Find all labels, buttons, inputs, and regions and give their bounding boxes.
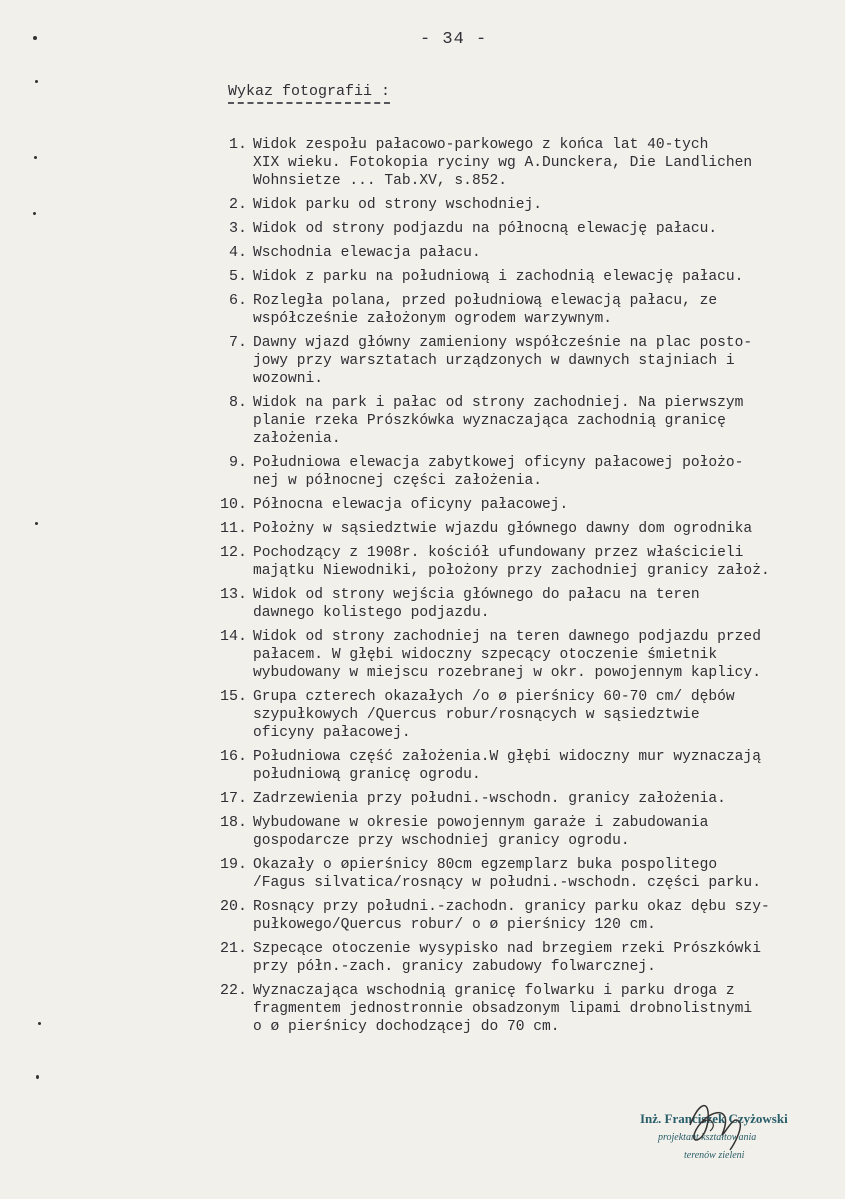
item-text xyxy=(253,268,837,286)
item-text xyxy=(253,334,837,388)
item-text xyxy=(253,394,837,448)
photo-list-item xyxy=(205,334,837,388)
item-text-line: Pochodzący z 1908r. kościół ufundowany przez właścicieli xyxy=(253,545,744,561)
photo-list-item xyxy=(205,982,837,1036)
item-text-line: Widok zespołu pałacowo-parkowego z końca lat 40-tych xyxy=(253,137,709,153)
margin-dot xyxy=(38,1022,41,1025)
photo-list-item xyxy=(205,940,837,976)
photo-list-item xyxy=(205,244,837,262)
item-text xyxy=(253,586,837,622)
item-number: 21. xyxy=(219,940,247,957)
item-text xyxy=(253,898,837,934)
margin-dot xyxy=(36,1075,39,1079)
margin-dot xyxy=(33,36,37,40)
item-text-line: XIX wieku. Fotokopia ryciny wg A.Dunckera, Die Landlichen xyxy=(253,155,753,171)
photo-list-item xyxy=(205,898,837,934)
item-text xyxy=(253,496,837,514)
item-text-line: wybudowany w miejscu rozebranej w okr. powojennym kaplicy. xyxy=(253,665,761,681)
item-text-line: planie rzeka Prószkówka wyznaczająca zachodnią granicę xyxy=(253,413,726,429)
item-text-line: Widok parku od strony wschodniej. xyxy=(253,197,543,213)
item-text xyxy=(253,520,837,538)
item-number: 7. xyxy=(228,334,247,351)
item-text-line: Wschodnia elewacja pałacu. xyxy=(253,245,481,261)
margin-dot xyxy=(35,522,38,525)
photo-list-item xyxy=(205,586,837,622)
item-number: 18. xyxy=(219,814,247,831)
item-number: 22. xyxy=(219,982,247,999)
item-text-line: pułkowego/Quercus robur/ o ø pierśnicy 120 cm. xyxy=(253,917,656,933)
item-text-line: Południowa część założenia.W głębi widoczny mur wyznaczają xyxy=(253,749,761,765)
item-text xyxy=(253,940,837,976)
item-text-line: założenia. xyxy=(253,431,341,447)
item-text-line: Północna elewacja oficyny pałacowej. xyxy=(253,497,569,513)
item-number: 6. xyxy=(228,292,247,309)
list-heading: Wykaz fotografii : xyxy=(228,83,391,100)
photo-list-item xyxy=(205,856,837,892)
item-text-line: Okazały o øpierśnicy 80cm egzemplarz buka pospolitego xyxy=(253,857,718,873)
item-text-line: o ø pierśnicy dochodzącej do 70 cm. xyxy=(253,1019,560,1035)
item-text-line: Dawny wjazd główny zamieniony współcześnie na plac posto- xyxy=(253,335,753,351)
item-number: 4. xyxy=(228,244,247,261)
item-text-line: Widok od strony zachodniej na teren dawnego podjazdu przed xyxy=(253,629,761,645)
photo-list-item xyxy=(205,628,837,682)
photo-list-item xyxy=(205,748,837,784)
item-number: 10. xyxy=(219,496,247,513)
item-text-line: Rozległa polana, przed południową elewacją pałacu, ze xyxy=(253,293,718,309)
item-text xyxy=(253,454,837,490)
item-number: 5. xyxy=(228,268,247,285)
item-text-line: Szpecące otoczenie wysypisko nad brzegiem rzeki Prószkówki xyxy=(253,941,761,957)
page-number: - 34 - xyxy=(420,30,488,49)
item-number: 3. xyxy=(228,220,247,237)
item-text-line: nej w północnej części założenia. xyxy=(253,473,543,489)
item-number: 19. xyxy=(219,856,247,873)
photo-list-item xyxy=(205,394,837,448)
item-text-line: Widok od strony podjazdu na północną elewację pałacu. xyxy=(253,221,718,237)
item-text-line: /Fagus silvatica/rosnący w południ.-wschodn. części parku. xyxy=(253,875,761,891)
item-text xyxy=(253,982,837,1036)
item-number: 17. xyxy=(219,790,247,807)
item-text-line: fragmentem jednostronnie obsadzonym lipami drobnolistnymi xyxy=(253,1001,753,1017)
item-text-line: pałacem. W głębi widoczny szpecący otoczenie śmietnik xyxy=(253,647,718,663)
margin-dot xyxy=(33,212,36,215)
item-text xyxy=(253,748,837,784)
photo-list-item xyxy=(205,268,837,286)
item-text-line: majątku Niewodniki, położony przy zachodniej granicy założ. xyxy=(253,563,770,579)
item-text-line: Wohnsietze ... Tab.XV, s.852. xyxy=(253,173,507,189)
handwritten-signature xyxy=(680,1095,750,1155)
margin-dot xyxy=(34,156,37,159)
item-number: 20. xyxy=(219,898,247,915)
item-text xyxy=(253,628,837,682)
photo-list-item xyxy=(205,520,837,538)
item-text-line: jowy przy warsztatach urządzonych w dawnych stajniach i xyxy=(253,353,735,369)
item-text xyxy=(253,814,837,850)
item-number: 2. xyxy=(228,196,247,213)
item-text-line: Widok z parku na południową i zachodnią elewację pałacu. xyxy=(253,269,744,285)
item-number: 16. xyxy=(219,748,247,765)
item-text-line: gospodarcze przy wschodniej granicy ogrodu. xyxy=(253,833,630,849)
item-text-line: współcześnie założonym ogrodem warzywnym. xyxy=(253,311,613,327)
heading-underline xyxy=(228,102,390,104)
photo-list-item xyxy=(205,292,837,328)
photo-list-item xyxy=(205,544,837,580)
item-text-line: Południowa elewacja zabytkowej oficyny pałacowej położo- xyxy=(253,455,744,471)
item-text xyxy=(253,220,837,238)
item-number: 14. xyxy=(219,628,247,645)
item-text xyxy=(253,688,837,742)
item-text-line: południową granicę ogrodu. xyxy=(253,767,481,783)
item-text-line: dawnego kolistego podjazdu. xyxy=(253,605,490,621)
item-text xyxy=(253,544,837,580)
item-text xyxy=(253,790,837,808)
stamp-title: projektant kształtowania xyxy=(658,1132,757,1143)
item-text-line: szypułkowych /Quercus robur/rosnących w sąsiedztwie xyxy=(253,707,700,723)
item-text xyxy=(253,196,837,214)
item-number: 9. xyxy=(228,454,247,471)
photo-list-item xyxy=(205,136,837,190)
item-text-line: Rosnący przy południ.-zachodn. granicy parku okaz dębu szy- xyxy=(253,899,770,915)
item-number: 8. xyxy=(228,394,247,411)
photo-list-item xyxy=(205,220,837,238)
item-text-line: Położny w sąsiedztwie wjazdu głównego dawny dom ogrodnika xyxy=(253,521,753,537)
item-text-line: Grupa czterech okazałych /o ø pierśnicy 60-70 cm/ dębów xyxy=(253,689,735,705)
item-text xyxy=(253,856,837,892)
item-text-line: Widok na park i pałac od strony zachodniej. Na pierwszym xyxy=(253,395,744,411)
item-number: 11. xyxy=(219,520,247,537)
item-number: 13. xyxy=(219,586,247,603)
photo-list xyxy=(205,136,837,1036)
item-text xyxy=(253,136,837,190)
stamp-name: Inż. Franciszek Czyżowski xyxy=(640,1111,788,1126)
item-text-line: Wybudowane w okresie powojennym garaże i zabudowania xyxy=(253,815,709,831)
item-number: 1. xyxy=(228,136,247,153)
item-text-line: wozowni. xyxy=(253,371,324,387)
item-text xyxy=(253,292,837,328)
photo-list-item xyxy=(205,790,837,808)
item-text xyxy=(253,244,837,262)
item-number: 12. xyxy=(219,544,247,561)
item-text-line: przy półn.-zach. granicy zabudowy folwarcznej. xyxy=(253,959,656,975)
margin-dot xyxy=(35,80,38,83)
item-text-line: oficyny pałacowej. xyxy=(253,725,411,741)
photo-list-item xyxy=(205,196,837,214)
photo-list-item xyxy=(205,454,837,490)
item-text-line: Wyznaczająca wschodnią granicę folwarku i parku droga z xyxy=(253,983,735,999)
item-text-line: Zadrzewienia przy południ.-wschodn. granicy założenia. xyxy=(253,791,726,807)
photo-list-item xyxy=(205,496,837,514)
photo-list-item xyxy=(205,688,837,742)
stamp-subtitle: terenów zieleni xyxy=(684,1150,745,1161)
item-number: 15. xyxy=(219,688,247,705)
item-text-line: Widok od strony wejścia głównego do pałacu na teren xyxy=(253,587,700,603)
photo-list-item xyxy=(205,814,837,850)
